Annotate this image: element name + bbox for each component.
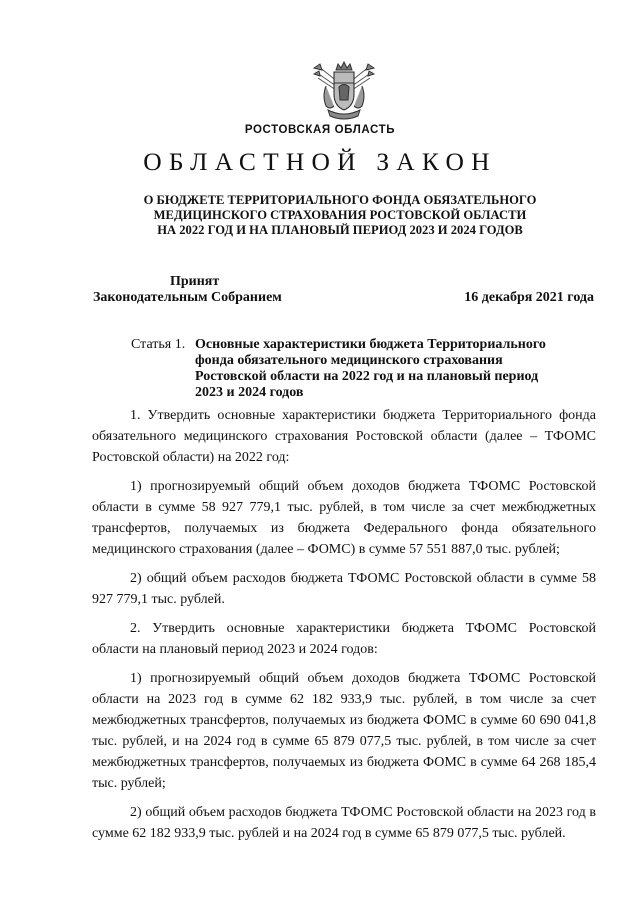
paragraph-item-2: 2. Утвердить основные характеристики бюджета ТФОМС Ростовской области на плановый период 2023 и 2024 годов: [92,621,596,657]
document-type-title: ОБЛАСТНОЙ ЗАКОН [143,147,497,176]
region-name: РОСТОВСКАЯ ОБЛАСТЬ [244,124,396,136]
paragraph-item-1: 1. Утвердить основные характеристики бюджета Территориального фонда обязательного медицинского страхования Ростовской области (далее – ТФОМС Ростовской области) на 2022 год: [92,408,596,465]
adoption-date: 16 декабря 2021 года [464,290,594,305]
law-subtitle [0,193,640,238]
paragraph-subitem-2-1: 1) прогнозируемый общий объем доходов бюджета ТФОМС Ростовской области на 2023 год в сумме 62 182 933,9 тыс. рублей, в том числе за счет межбюджетных трансфертов, получаемых из бюджета ФОМС в сумме 60 690 041,8 тыс. рублей, и на 2024 год в сумме 65 879 077,5 тыс. рублей, в том числе за счет межбюджетных трансфертов, получаемых из бюджета ФОМС в сумме 64 268 185,4 тыс. рублей; [92,671,596,791]
article-title-line: 2023 и 2024 годов [195,385,304,400]
article-title-line: Основные характеристики бюджета Территориального [195,337,546,352]
paragraph-subitem-1-2: 2) общий объем расходов бюджета ТФОМС Ростовской области в сумме 58 927 779,1 тыс. рублей. [92,571,596,607]
subtitle-line: О БЮДЖЕТЕ ТЕРРИТОРИАЛЬНОГО ФОНДА ОБЯЗАТЕЛЬНОГО [143,193,537,207]
subtitle-line: НА 2022 ГОД И НА ПЛАНОВЫЙ ПЕРИОД 2023 И 2024 ГОДОВ [157,223,523,237]
subtitle-line: МЕДИЦИНСКОГО СТРАХОВАНИЯ РОСТОВСКОЙ ОБЛАСТИ [153,208,527,222]
paragraph-subitem-2-2: 2) общий объем расходов бюджета ТФОМС Ростовской области на 2023 год в сумме 62 182 933,9 тыс. рублей и на 2024 год в сумме 65 879 077,5 тыс. рублей. [92,805,596,841]
adopted-by: Законодательным Собранием [93,290,282,305]
paragraph-subitem-1-1: 1) прогнозируемый общий объем доходов бюджета ТФОМС Ростовской области в сумме 58 927 779,1 тыс. рублей, в том числе за счет межбюджетных трансфертов, получаемых из бюджета Федерального фонда обязательного медицинского страхования (далее – ФОМС) в сумме 57 551 887,0 тыс. рублей; [92,479,596,557]
article-title-line: фонда обязательного медицинского страхования [195,353,503,368]
adopted-label: Принят [170,274,220,289]
article-body [92,405,596,852]
article-number: Статья 1. [131,337,186,352]
coat-of-arms-emblem [312,60,376,122]
article-title-line: Ростовской области на 2022 год и на плановый период [195,369,539,384]
article-title [195,337,595,401]
